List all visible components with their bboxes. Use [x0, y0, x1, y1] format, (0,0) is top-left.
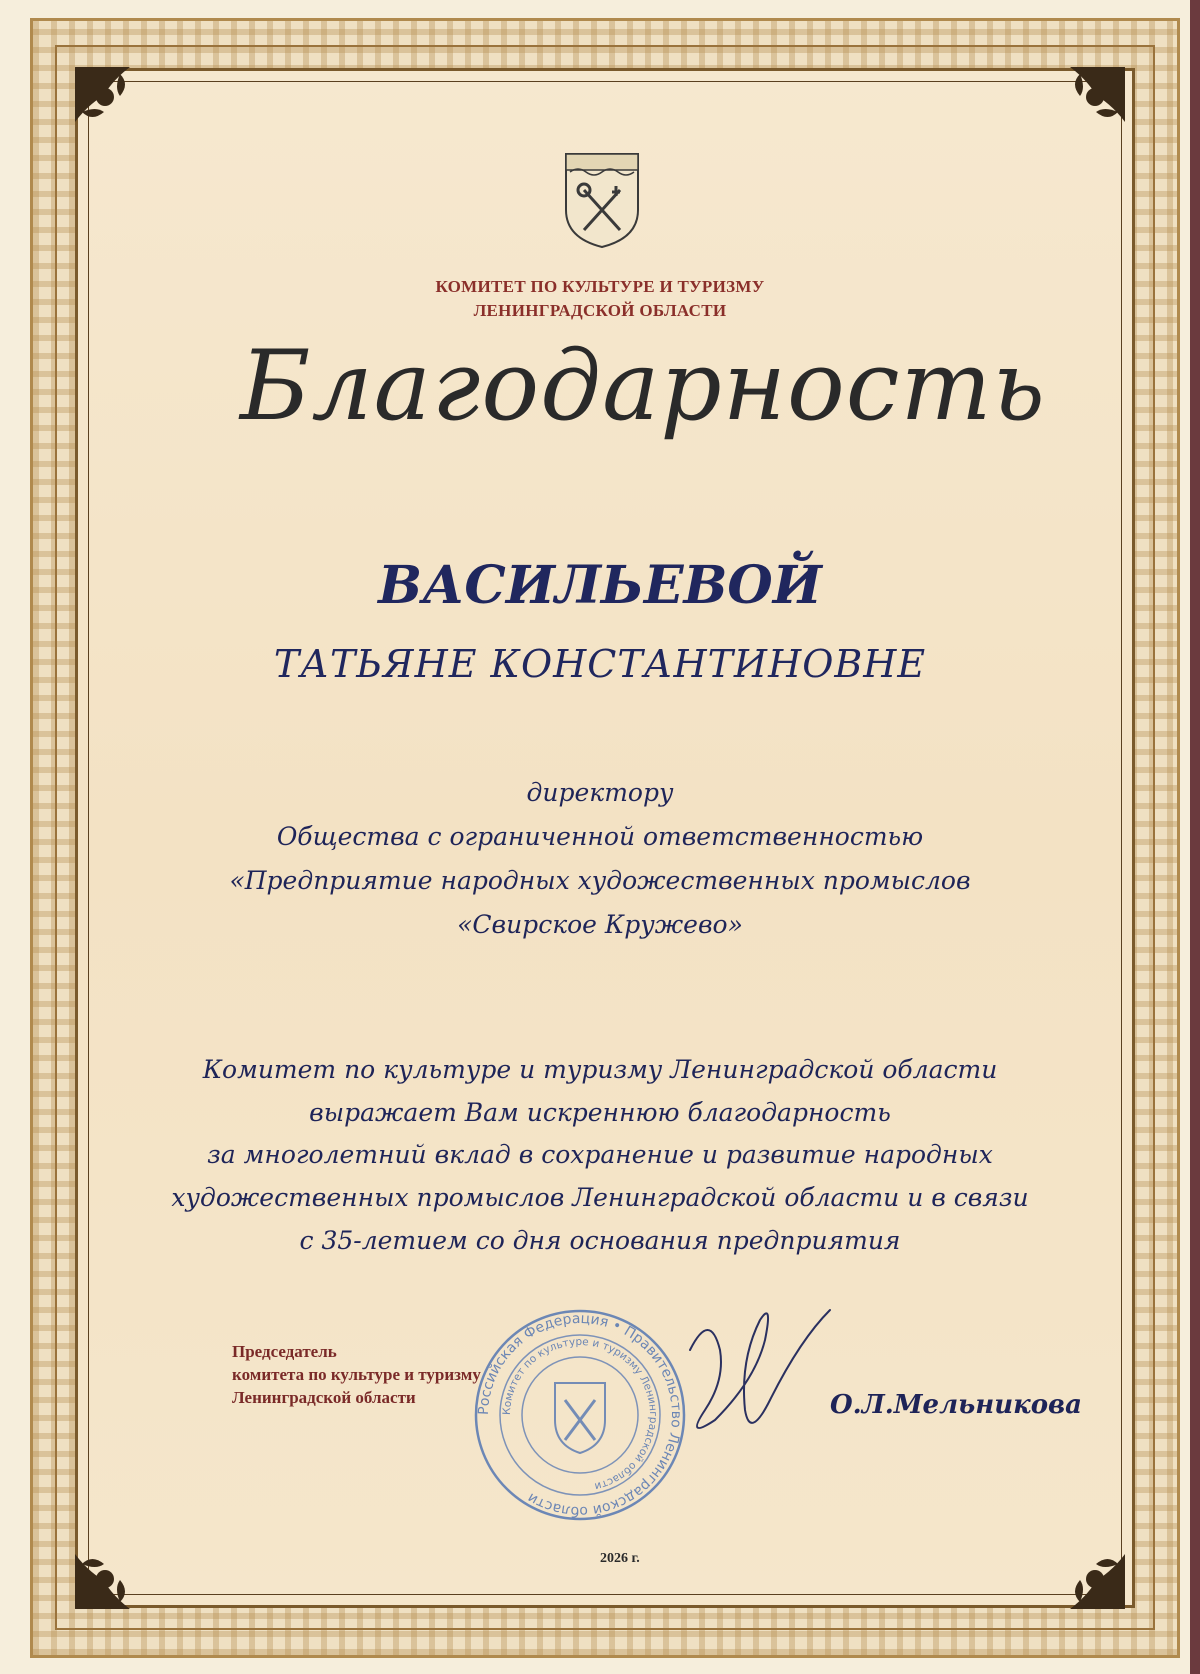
organization-type: Общества с ограниченной ответственностью: [276, 822, 924, 851]
recipient-position: директору: [526, 778, 674, 807]
issue-year: 2026 г.: [600, 1551, 640, 1566]
body-text-line: художественных промыслов Ленинградской области и в связи: [171, 1183, 1029, 1212]
handwritten-signature-icon: [670, 1290, 850, 1460]
official-stamp-icon: [470, 1305, 690, 1525]
organization-brand: «Свирское Кружево»: [457, 910, 743, 939]
committee-region-line: ЛЕНИНГРАДСКОЙ ОБЛАСТИ: [473, 301, 727, 320]
committee-name-line: КОМИТЕТ ПО КУЛЬТУРЕ И ТУРИЗМУ: [435, 277, 765, 296]
stamp-inner-text: Комитет по культуре и туризму Ленинградской области: [500, 1335, 660, 1493]
document-title: Благодарность: [240, 330, 1046, 442]
coat-of-arms-icon: [562, 150, 642, 250]
signatory-title: Председатель: [232, 1342, 337, 1361]
recipient-surname: ВАСИЛЬЕВОЙ: [378, 555, 822, 616]
corner-ornament-icon: [1020, 1504, 1130, 1614]
svg-text:Комитет по культуре и туризму: [501, 1336, 659, 1492]
signer-name: О.Л.Мельникова: [830, 1390, 1082, 1420]
body-text-line: с 35-летием со дня основания предприятия: [299, 1226, 901, 1255]
corner-ornament-icon: [70, 1504, 180, 1614]
body-text-line: выражает Вам искреннюю благодарность: [309, 1098, 891, 1127]
body-text-line: за многолетний вклад в сохранение и развитие народных: [207, 1140, 993, 1169]
signatory-title: Ленинградской области: [232, 1388, 416, 1407]
organization-name: «Предприятие народных художественных промыслов: [229, 866, 971, 895]
recipient-given-names: ТАТЬЯНЕ КОНСТАНТИНОВНЕ: [273, 642, 927, 686]
signatory-title: комитета по культуре и туризму: [232, 1365, 481, 1384]
stamp-outer-text: Российская Федерация • Правительство Ленинградской области: [475, 1310, 685, 1520]
corner-ornament-icon: [70, 62, 180, 172]
body-text-line: Комитет по культуре и туризму Ленинградской области: [202, 1055, 998, 1084]
corner-ornament-icon: [1020, 62, 1130, 172]
